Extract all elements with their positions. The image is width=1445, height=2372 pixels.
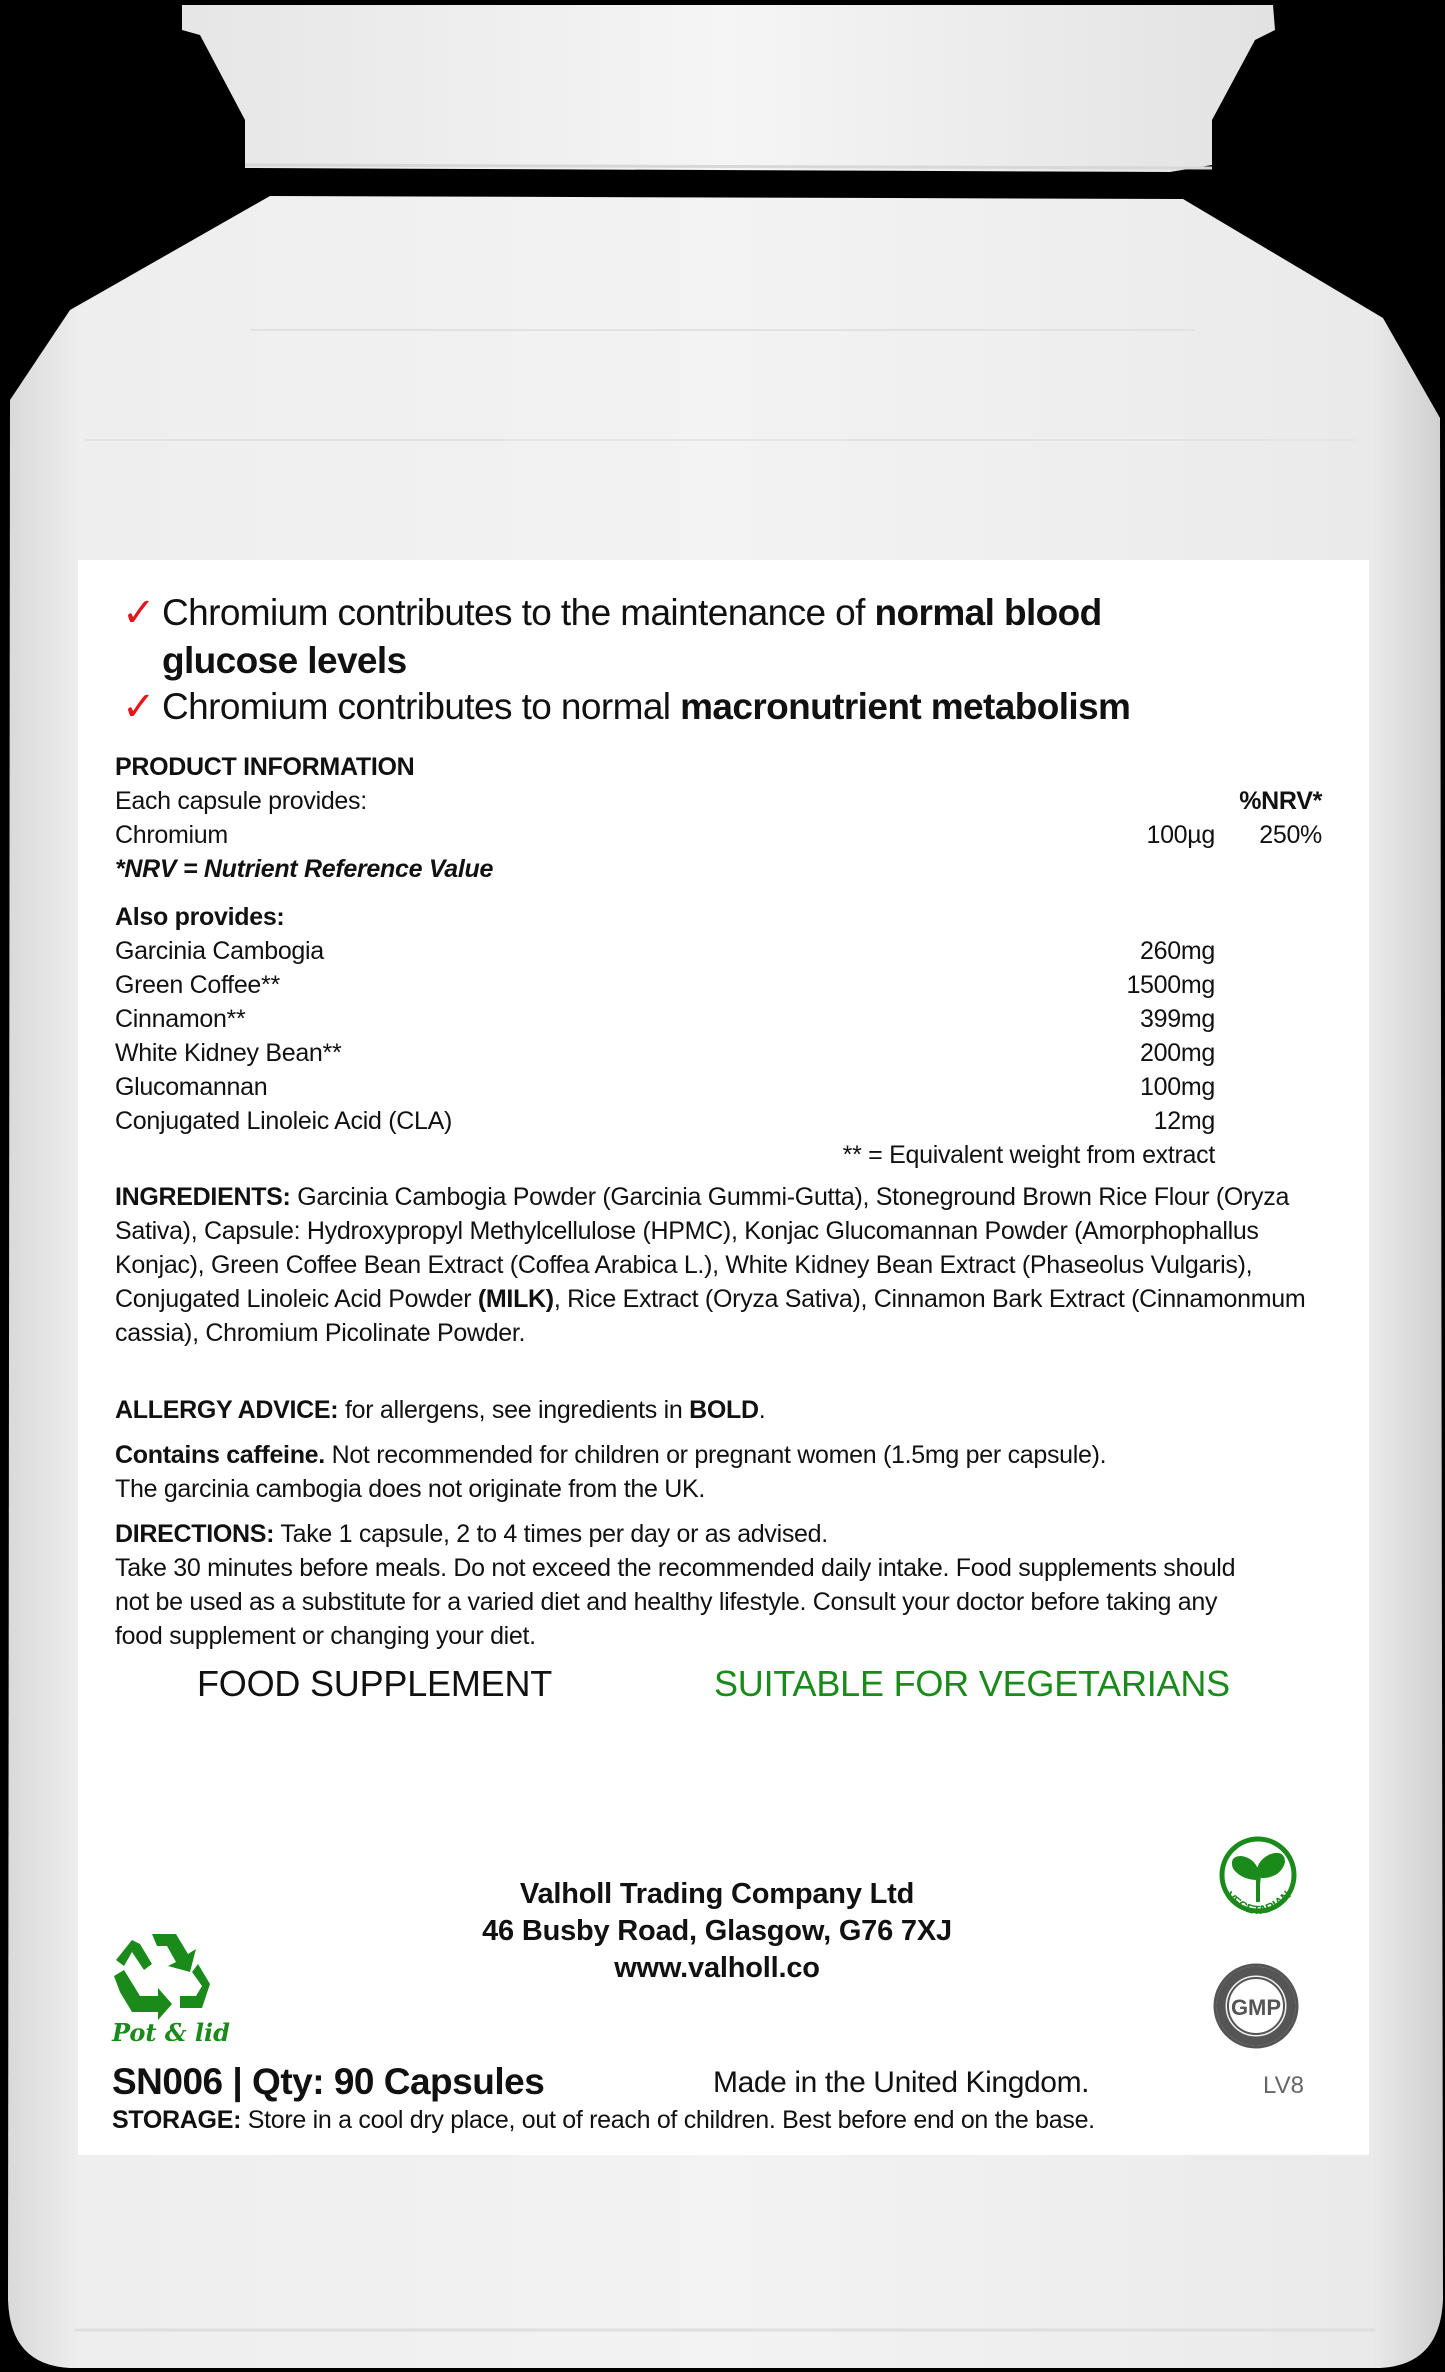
also-provides-name: Green Coffee** [115,971,280,999]
also-provides-name: Glucomannan [115,1073,268,1101]
claim-2: ✓ Chromium contributes to normal macronutrient metabolism [122,685,1131,729]
also-provides-amount: 200mg [1140,1039,1215,1067]
origin-note: The garcinia cambogia does not originate from the UK. [115,1475,705,1503]
product-information-heading: PRODUCT INFORMATION [115,753,415,781]
also-provides-heading: Also provides: [115,903,285,931]
nutrient-name: Chromium [115,821,228,849]
also-provides-amount: 100mg [1140,1073,1215,1101]
made-in: Made in the United Kingdom. [713,2066,1090,2099]
also-provides-amount: 399mg [1140,1005,1215,1033]
svg-text:GMP: GMP [1230,1995,1282,2020]
directions: DIRECTIONS: Take 1 capsule, 2 to 4 times per day or as advised. [115,1520,828,1548]
company-website: www.valholl.co [614,1952,820,1984]
svg-text:VEGETARIAN: VEGETARIAN [1222,1888,1294,1918]
nrv-header: %NRV* [1239,787,1322,815]
nutrient-nrv: 250% [1259,821,1322,849]
ingredients-paragraph: INGREDIENTS: Garcinia Cambogia Powder (Garcinia Gummi-Gutta), Stoneground Brown Rice Flour (Oryza Sativa), Capsule: Hydroxypropyl Methylcellulose (HPMC), Konjac Glucomannan Powder (Amorphophallus Konjac), Green Coffee Bean Extract (Coffea Arabica L.), White Kidney Bean Extract (Phaseolus Vulgaris), Conjugated Linoleic Acid Powder (MILK), Rice Extract (Oryza Sativa), Cinnamon Bark Extract (Cinnamonmum cassia), Chromium Picolinate Powder. [115,1183,1306,1347]
vegetarian-badge-icon [1215,1832,1301,1932]
also-provides-name: Conjugated Linoleic Acid (CLA) [115,1107,453,1135]
red-check-icon: ✓ [122,685,155,729]
equivalent-weight-footnote: ** = Equivalent weight from extract [842,1141,1215,1169]
label-version: LV8 [1263,2072,1304,2099]
suitable-for-vegetarians-label: SUITABLE FOR VEGETARIANS [714,1663,1230,1704]
each-capsule-label: Each capsule provides: [115,787,367,815]
recycle-icon [110,1930,220,2022]
recycle-caption: Pot & lid [112,2018,230,2047]
also-provides-name: Garcinia Cambogia [115,937,324,965]
claim-1: ✓ Chromium contributes to the maintenance of normal blood [122,591,1102,635]
also-provides-name: White Kidney Bean** [115,1039,342,1067]
food-supplement-label: FOOD SUPPLEMENT [197,1663,553,1704]
claim-1-continued: glucose levels [162,640,407,681]
red-check-icon: ✓ [122,591,155,635]
company-address: 46 Busby Road, Glasgow, G76 7XJ [482,1915,952,1947]
gmp-badge-icon [1213,1960,1299,2052]
allergen-milk: (MILK) [477,1285,554,1313]
allergy-advice: ALLERGY ADVICE: for allergens, see ingredients in BOLD. [115,1396,766,1424]
nutrient-amount: 100µg [1146,821,1215,849]
company-name: Valholl Trading Company Ltd [519,1878,915,1910]
company-info [417,1876,1017,1987]
also-provides-amount: 260mg [1140,937,1215,965]
also-provides-name: Cinnamon** [115,1005,246,1033]
sku-quantity: SN006 | Qty: 90 Capsules [112,2061,545,2102]
also-provides-amount: 12mg [1153,1107,1215,1135]
caffeine-warning: Contains caffeine. Not recommended for children or pregnant women (1.5mg per capsule). [115,1441,1107,1469]
nrv-footnote: *NRV = Nutrient Reference Value [115,855,494,883]
also-provides-amount: 1500mg [1126,971,1215,999]
storage-info: STORAGE: Store in a cool dry place, out of reach of children. Best before end on the base. [112,2106,1095,2134]
directions-more: Take 30 minutes before meals. Do not exceed the recommended daily intake. Food supplements should not be used as a substitute for a varied diet and healthy lifestyle. Consult your doctor before taking any food supplement or changing your diet. [115,1554,1236,1650]
